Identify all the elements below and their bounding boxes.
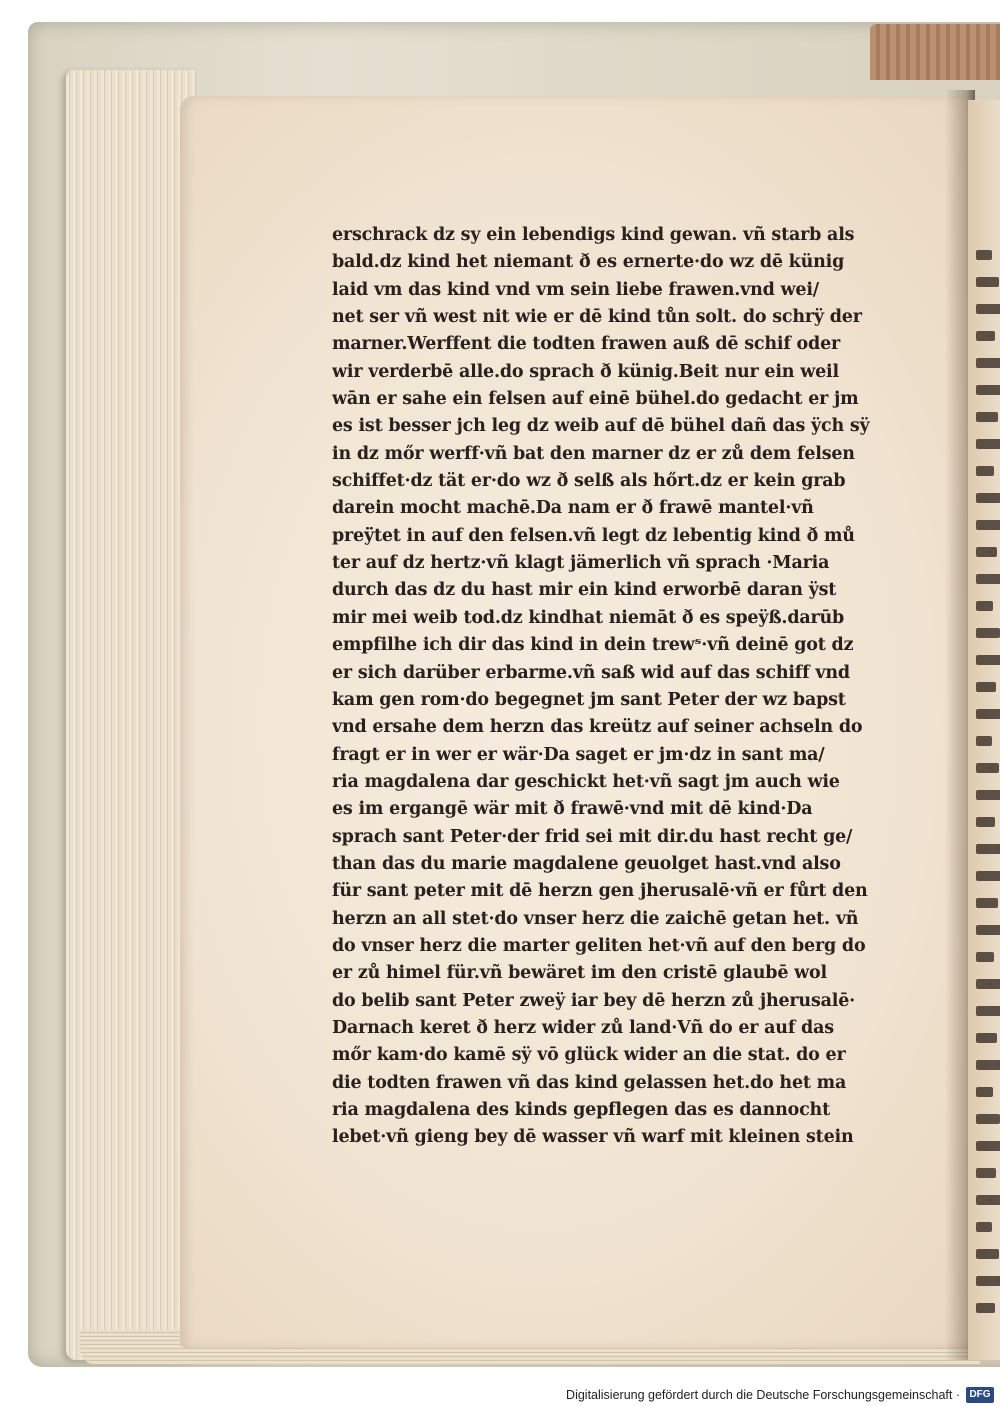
- facing-page-text-fragment: [976, 466, 994, 476]
- text-line: es im ergangē wär mit ð frawē·vnd mit dē kind·Da: [332, 799, 813, 820]
- text-line: die todten frawen vñ das kind gelassen het.do het ma: [332, 1072, 847, 1093]
- facing-page-text-fragment: [976, 1006, 1000, 1016]
- text-line: preÿ̈tet in auf den felsen.vñ legt dz lebentig kind ð mů: [332, 525, 855, 546]
- page-edges: [66, 70, 196, 1360]
- text-line: wir verderbē alle.do sprach ð künig.Beit nur ein weil: [332, 361, 839, 382]
- facing-page: [968, 100, 1000, 1360]
- facing-page-text-fragment: [976, 1033, 997, 1043]
- facing-page-text-fragment: [976, 358, 1000, 368]
- facing-page-text-fragment: [976, 709, 1000, 719]
- facing-page-text-fragment: [976, 331, 995, 341]
- text-line: kam gen rom·do begegnet jm sant Peter der wz bapst: [332, 689, 846, 710]
- text-line: mir mei weib tod.dz kindhat niemāt ð es speÿß.darūb: [332, 607, 845, 628]
- facing-page-text-fragment: [976, 763, 999, 773]
- funding-notice: Digitalisierung gefördert durch die Deutsche Forschungsgemeinschaft ·: [566, 1388, 960, 1402]
- facing-page-text-fragment: [976, 574, 1000, 584]
- facing-page-text-fragment: [976, 385, 1000, 395]
- text-line: ter auf dz hertz·vñ klagt jämerlich vñ sprach ·Maria: [332, 553, 830, 574]
- text-line: mőr kam·do kamē sÿ vō glück wider an die stat. do er: [332, 1045, 846, 1066]
- facing-page-text-fragment: [976, 952, 994, 962]
- facing-page-text-fragment: [976, 790, 1000, 800]
- facing-page-text-fragment: [976, 1168, 996, 1178]
- facing-page-text-fragment: [976, 1141, 1000, 1151]
- text-line: durch das dz du hast mir ein kind erworbē daran ÿst: [332, 580, 837, 601]
- facing-page-text-fragment: [976, 655, 1000, 665]
- text-line: vnd ersahe dem herzn das kreütz auf seiner achseln do: [332, 717, 863, 738]
- text-line: herzn an all stet·do vnser herz die zaichē getan het. vñ: [332, 908, 859, 929]
- facing-page-text-fragment: [976, 1303, 995, 1313]
- text-line: than das du marie magdalene geuolget hast.vnd also: [332, 853, 841, 874]
- facing-page-text-fragment: [976, 1195, 1000, 1205]
- facing-page-text-fragment: [976, 871, 1000, 881]
- facing-page-text-fragment: [976, 817, 995, 827]
- text-line: er sich darüber erbarme.vñ saß wid auf das schiff vnd: [332, 662, 850, 683]
- facing-page-text-fragment: [976, 250, 992, 260]
- facing-page-text-fragment: [976, 439, 1000, 449]
- facing-page-text-fragment: [976, 304, 1000, 314]
- facing-page-text-fragment: [976, 979, 1000, 989]
- facing-page-text-fragment: [976, 1222, 992, 1232]
- facing-page-text-fragment: [976, 601, 993, 611]
- facing-page-text-fragment: [976, 1060, 1000, 1070]
- facing-page-text-fragment: [976, 412, 998, 422]
- text-line: fragt er in wer er wär·Da saget er jm·dz in sant ma/: [332, 744, 825, 765]
- book-spine: [870, 24, 1000, 80]
- facing-page-text-fragment: [976, 898, 998, 908]
- facing-page-text-fragment: [976, 277, 999, 287]
- facing-page-text-fragment: [976, 547, 997, 557]
- text-line: es ist besser jch leg dz weib auf dē bühel dañ das ÿch sÿ: [332, 416, 870, 437]
- facing-page-text-fragment: [976, 925, 1000, 935]
- text-line: sprach sant Peter·der frid sei mit dir.du hast recht ge/: [332, 826, 853, 847]
- text-line: laid vm das kind vnd vm sein liebe frawen.vnd wei/: [332, 279, 819, 300]
- text-line: net ser vñ west nit wie er dē kind tůn solt. do schrÿ der: [332, 307, 862, 328]
- facing-page-text-fragment: [976, 682, 996, 692]
- text-line: in dz mőr werff·vñ bat den marner dz er zů dem felsen: [332, 443, 855, 464]
- facing-page-text-fragment: [976, 520, 1000, 530]
- facing-page-text-fragment: [976, 844, 1000, 854]
- text-line: lebet·vñ gieng bey dē wasser vñ warf mit kleinen stein: [332, 1127, 854, 1148]
- text-line: ria magdalena des kinds gepflegen das es dannocht: [332, 1100, 830, 1120]
- text-line: ria magdalena dar geschickt het·vñ sagt jm auch wie: [332, 771, 840, 792]
- text-block: [332, 222, 917, 1152]
- footer-bar: [0, 1385, 1000, 1406]
- facing-page-text-fragment: [976, 1114, 1000, 1124]
- text-line: bald.dz kind het niemant ð es ernerte·do wz dē künig: [332, 252, 845, 273]
- facing-page-text-fragment: [976, 1249, 999, 1259]
- facing-page-text-fragment: [976, 736, 992, 746]
- facing-page-text-fragment: [976, 1087, 993, 1097]
- dfg-logo[interactable]: DFG: [966, 1387, 994, 1403]
- text-line: wān er sahe ein felsen auf einē bühel.do gedacht er jm: [332, 389, 859, 410]
- facing-page-text-fragment: [976, 628, 1000, 638]
- facing-page-text-fragment: [976, 493, 1000, 503]
- text-line: schiffet·dz tät er·do wz ð selß als hőrt.dz er kein grab: [332, 471, 846, 492]
- text-line: er zů himel für.vñ bewäret im den cristē glaubē wol: [332, 963, 827, 984]
- text-line: darein mocht machē.Da nam er ð frawē mantel·vñ: [332, 498, 814, 519]
- text-line: empfilhe ich dir das kind in dein trewˢ·vñ deinē got dz: [332, 635, 854, 656]
- text-line: do belib sant Peter zweÿ iar bey dē herzn zů jherusalē·: [332, 990, 856, 1011]
- text-line: marner.Werffent die todten frawen auß dē schif oder: [332, 334, 841, 355]
- facing-page-text-fragment: [976, 1276, 1000, 1286]
- text-line: do vnser herz die marter geliten het·vñ auf den berg do: [332, 935, 866, 956]
- text-line: für sant peter mit dē herzn gen jherusalē·vñ er fůrt den: [332, 881, 868, 902]
- text-line: Darnach keret ð herz wider zů land·Vñ do er auf das: [332, 1017, 834, 1038]
- text-line: erschrack dz sy ein lebendigs kind gewan. vñ starb als: [332, 225, 855, 245]
